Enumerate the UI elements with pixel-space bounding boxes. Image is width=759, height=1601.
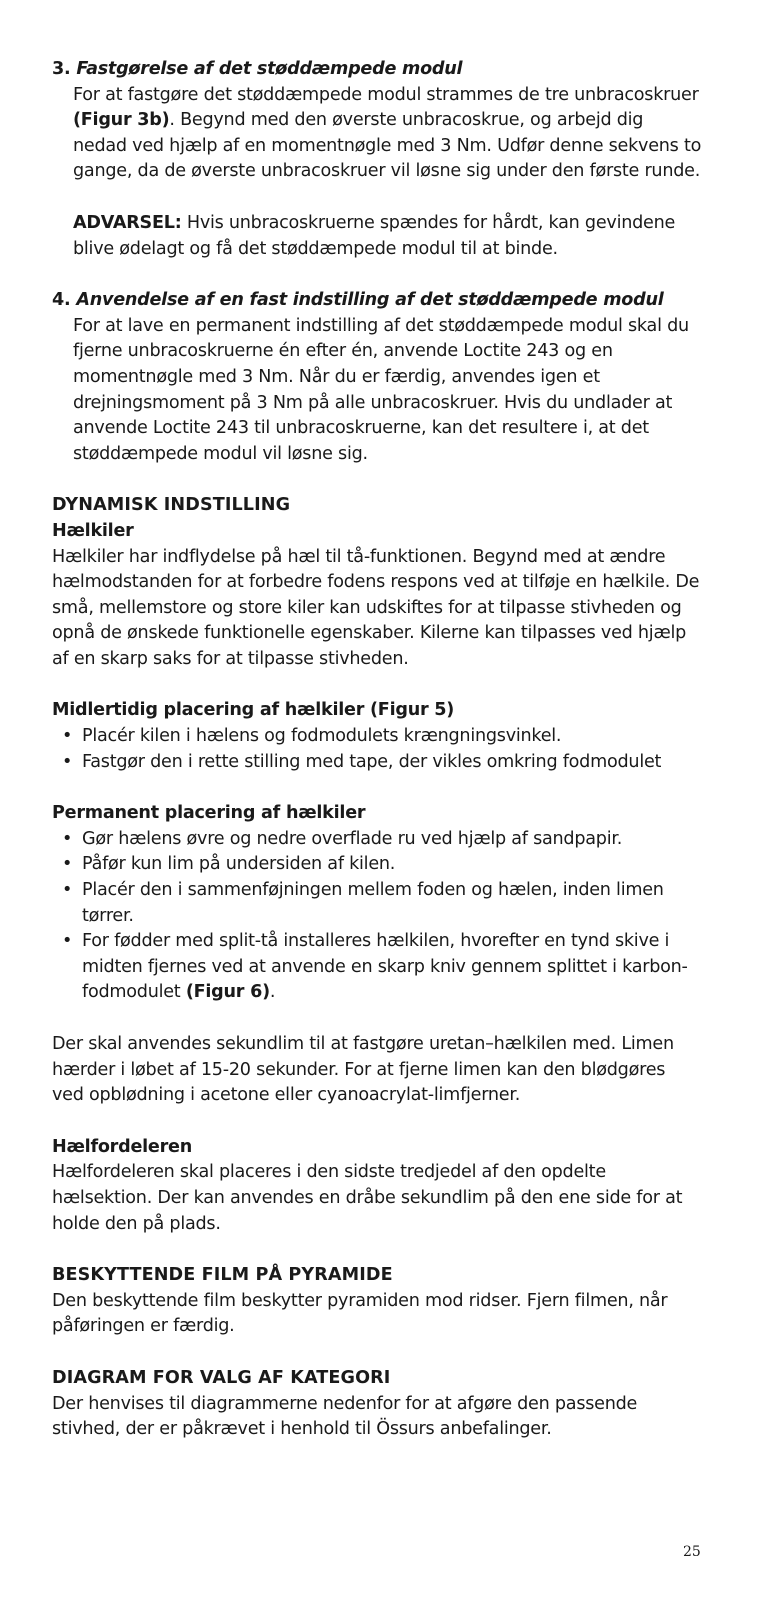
list-item [52, 929, 702, 1006]
protective-film-heading: BESKYTTENDE FILM PÅ PYRAMIDE [52, 1265, 393, 1286]
heel-wedges-paragraph: Hælkiler har indflydelse på hæl til tå-funktionen. Begynd med at ændre hælmodstanden for at forbedre fodens respons ved at tilføje en hælkile. De små, mellemstore og store kiler kan udskiftes for at tilpasse stivheden og opnå de ønskede funktionelle egenskaber. Kilerne kan tilpasses ved hjælp af en skarp saks for at tilpasse stivheden. [52, 546, 700, 669]
warning-text: Hvis unbracoskruerne spændes for hårdt, kan gevindene blive ødelagt og få det støddæmpede modul til at binde. [73, 212, 676, 259]
list-item [52, 724, 702, 750]
warning-label: ADVARSEL: [73, 212, 182, 233]
protective-film-paragraph: Den beskyttende film beskytter pyramiden mod ridser. Fjern filmen, når påføringen er færdig. [52, 1290, 668, 1337]
list-item [52, 852, 702, 878]
permanent-placement-heading: Permanent placering af hælkiler [52, 803, 366, 824]
list-item-text: Påfør kun lim på undersiden af kilen. [82, 854, 396, 875]
list-item-text: Fastgør den i rette stilling med tape, der vikles omkring fodmodulet [82, 751, 662, 772]
glue-paragraph: Der skal anvendes sekundlim til at fastgøre uretan–hælkilen med. Limen hærder i løbet af 15-20 sekunder. For at fjerne limen kan den blødgøres ved opblødning i acetone eller cyanoacrylat-limfjerner. [52, 1034, 674, 1106]
bullet-icon: • [62, 828, 73, 849]
bullet-icon: • [62, 726, 73, 747]
figure-3b-ref: (Figur 3b) [73, 110, 170, 131]
heel-divider-paragraph: Hælfordeleren skal placeres i den sidste tredjedel af den opdelte hælsektion. Der kan anvendes en dråbe sekundlim på den ene side for at holde den på plads. [52, 1162, 683, 1234]
step-4-title: Anvendelse af en fast indstilling af det støddæmpede modul [76, 290, 664, 311]
list-item [52, 878, 702, 929]
dynamic-adjustment-heading: DYNAMISK INDSTILLING [52, 495, 291, 516]
step-3-heading [52, 57, 702, 83]
heel-divider-heading: Hælfordeleren [52, 1136, 192, 1157]
list-item-text-end: . [269, 982, 276, 1003]
warning-paragraph [52, 211, 702, 262]
step-3-text-b: . Begynd med den øverste unbracoskrue, og arbejd dig nedad ved hjælp af en momentnøgle med 3 Nm. Udfør denne sekvens to gange, da de øverste unbracoskruer vil løsne sig under den første runde. [73, 110, 702, 182]
step-3-paragraph [52, 83, 702, 185]
list-item-text: Placér kilen i hælens og fodmodulets krængningsvinkel. [82, 726, 562, 747]
list-item-text: Placér den i sammenføjningen mellem foden og hælen, inden limen tørrer. [82, 880, 664, 926]
step-4-heading [52, 288, 702, 314]
heel-wedges-heading: Hælkiler [52, 520, 134, 541]
list-item-text: Gør hælens øvre og nedre overflade ru ved hjælp af sandpapir. [82, 828, 623, 849]
list-item-text: For fødder med split-tå installeres hælkilen, hvorefter en tynd skive i midten fjernes ved at anvende en skarp kniv gennem splittet i karbon-fodmodulet [82, 931, 688, 1003]
step-3-title: Fastgørelse af det støddæmpede modul [76, 59, 463, 79]
bullet-icon: • [62, 880, 73, 901]
document-page [52, 57, 702, 1443]
page-number: 25 [683, 1544, 701, 1560]
bullet-icon: • [62, 751, 73, 772]
bullet-icon: • [62, 931, 73, 952]
step-3-number: 3. [52, 59, 71, 79]
category-diagram-heading: DIAGRAM FOR VALG AF KATEGORI [52, 1367, 391, 1388]
list-item [52, 827, 702, 853]
step-4-paragraph: For at lave en permanent indstilling af det støddæmpede modul skal du fjerne unbracoskruerne én efter én, anvende Loctite 243 og en momentnøgle med 3 Nm. Når du er færdig, anvendes igen et drejningsmoment på 3 Nm på alle unbracoskruer. Hvis du undlader at anvende Loctite 243 til unbracoskruerne, kan det resultere i, at det støddæmpede modul vil løsne sig. [73, 315, 689, 464]
step-4-number: 4. [52, 290, 71, 311]
step-3-text-a: For at fastgøre det støddæmpede modul strammes de tre unbracoskruer [73, 84, 699, 105]
list-item [52, 750, 702, 776]
temporary-placement-list [52, 724, 702, 775]
temporary-placement-heading: Midlertidig placering af hælkiler (Figur 5) [52, 700, 455, 721]
category-diagram-paragraph: Der henvises til diagrammerne nedenfor for at afgøre den passende stivhed, der er påkrævet i henhold til Össurs anbefalinger. [52, 1393, 638, 1440]
permanent-placement-list [52, 827, 702, 1006]
bullet-icon: • [62, 854, 73, 875]
figure-6-ref: (Figur 6) [185, 982, 270, 1003]
